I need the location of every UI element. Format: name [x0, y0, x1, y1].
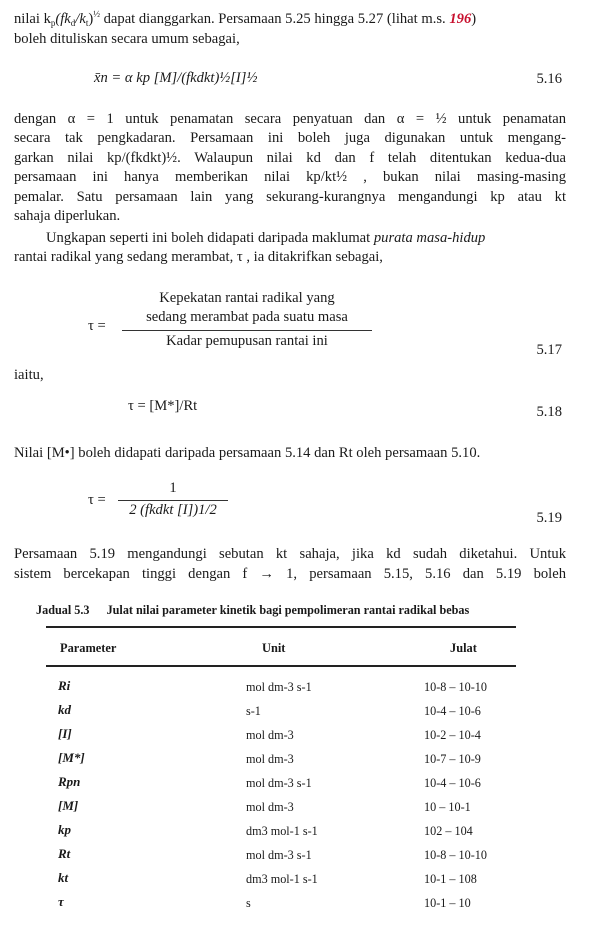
paragraph-line-2: boleh dituliskan secara umum sebagai, [14, 31, 240, 47]
table-caption [36, 603, 469, 618]
text-segment: Ungkapan seperti ini boleh didapati daripada maklumat [46, 230, 374, 246]
table-header-parameter: Parameter [60, 641, 117, 655]
table-cell-julat: 10-8 – 10-10 [424, 848, 487, 862]
table-cell-parameter: [M] [58, 798, 79, 813]
paragraph-line-14: sistem bercekapan tinggi dengan f → 1, persamaan 5.15, 5.16 dan 5.19 boleh [14, 566, 566, 582]
table-caption-text: Julat nilai parameter kinetik bagi pempolimeran rantai radikal bebas [106, 603, 470, 617]
table-cell-parameter: [M*] [58, 750, 85, 765]
italic-term: purata masa-hidup [373, 230, 486, 246]
fraction-bar [118, 500, 228, 501]
equation-5-19-lhs: τ = [88, 492, 106, 508]
table-cell-unit: mol dm-3 [246, 728, 294, 742]
text-segment: ) [88, 11, 94, 27]
table-cell-unit: mol dm-3 s-1 [246, 848, 312, 862]
table-cell-unit: mol dm-3 s-1 [246, 680, 312, 694]
paragraph-line-3: dengan α = 1 untuk penamatan secara penyatuan dan α = ½ untuk penamatan [14, 111, 566, 127]
equation-5-18: τ = [M*]/Rt [128, 398, 198, 414]
paragraph-line-13: Persamaan 5.19 mengandungi sebutan kt sahaja, jika kd sudah diketahui. Untuk [14, 546, 566, 562]
equation-number-5-16: 5.16 [536, 71, 562, 87]
table-cell-parameter: Rt [58, 846, 71, 861]
paragraph-line-7: pemalar. Satu persamaan lain yang sekurang-kurangnya mengandungi kp atau kt [14, 189, 566, 205]
table-header-julat: Julat [450, 641, 477, 655]
table-top-rule [46, 626, 516, 628]
table-cell-unit: s [246, 896, 251, 910]
equation-5-16: x̄n = α kp [M]/(fkdkt)½[I]½ [94, 70, 258, 86]
table-cell-unit: mol dm-3 [246, 752, 294, 766]
table-cell-unit: mol dm-3 [246, 800, 294, 814]
table-cell-unit: dm3 mol-1 s-1 [246, 824, 318, 838]
table-cell-julat: 102 – 104 [424, 824, 473, 838]
table-cell-unit: dm3 mol-1 s-1 [246, 872, 318, 886]
table-cell-parameter: kd [58, 702, 71, 717]
text-segment: /k [75, 11, 86, 27]
table-cell-unit: s-1 [246, 704, 261, 718]
paragraph-line-11: iaitu, [14, 367, 44, 383]
table-cell-parameter: Rpn [58, 774, 81, 789]
text-segment: (fk [55, 11, 71, 27]
subscript: d [70, 18, 76, 28]
equation-number-5-19: 5.19 [536, 510, 562, 526]
text-segment: nilai k [14, 11, 51, 27]
subscript: t [85, 18, 89, 28]
table-cell-julat: 10-2 – 10-4 [424, 728, 481, 742]
subscript: p [50, 18, 56, 28]
paragraph-line-10: rantai radikal yang sedang merambat, τ , ia ditakrifkan sebagai, [14, 249, 383, 265]
handwritten-page-number: 196 [449, 11, 472, 27]
paragraph-line-8: sahaja diperlukan. [14, 208, 121, 224]
paragraph-line-12: Nilai [M•] boleh didapati daripada persamaan 5.14 dan Rt oleh persamaan 5.10. [14, 445, 481, 461]
equation-5-19-denominator: 2 (fkdkt [I])1/2 [129, 502, 217, 518]
paragraph-line-9 [46, 229, 566, 247]
equation-number-5-17: 5.17 [536, 342, 562, 358]
equation-5-17-numerator-1: Kepekatan rantai radikal yang [159, 290, 335, 306]
table-cell-julat: 10-4 – 10-6 [424, 776, 481, 790]
paragraph-line-1 [14, 10, 566, 28]
table-cell-julat: 10-1 – 10 [424, 896, 471, 910]
text-segment: dapat dianggarkan. Persamaan 5.25 hingga 5.27 (lihat m.s. [99, 11, 450, 27]
text-segment: ) [471, 11, 477, 27]
paragraph-line-5: garkan nilai kp/(fkdkt)½. Walaupun nilai kd dan f telah ditentukan kedua-dua [14, 150, 566, 166]
fraction-bar [122, 330, 372, 331]
equation-5-17-lhs: τ = [88, 318, 106, 334]
table-header-rule [46, 665, 516, 667]
table-label: Jadual 5.3 [36, 603, 90, 617]
equation-number-5-18: 5.18 [536, 404, 562, 420]
equation-5-19-numerator: 1 [169, 480, 177, 496]
table-cell-julat: 10-8 – 10-10 [424, 680, 487, 694]
table-cell-julat: 10-7 – 10-9 [424, 752, 481, 766]
table-cell-julat: 10-4 – 10-6 [424, 704, 481, 718]
table-cell-julat: 10-1 – 108 [424, 872, 477, 886]
paragraph-line-4: secara tak pengkadaran. Persamaan ini boleh juga digunakan untuk mengang- [14, 130, 566, 146]
table-cell-parameter: kp [58, 822, 71, 837]
table-cell-parameter: Ri [58, 678, 71, 693]
table-header-unit: Unit [262, 641, 286, 655]
table-cell-parameter: kt [58, 870, 69, 885]
paragraph-line-6: persamaan ini hanya memberikan nilai kp/kt½ , bukan nilai masing-masing [14, 169, 566, 185]
equation-5-17-numerator-2: sedang merambat pada suatu masa [146, 309, 348, 325]
superscript: ½ [93, 9, 100, 19]
equation-5-17-denominator: Kadar pemupusan rantai ini [166, 333, 328, 349]
table-cell-unit: mol dm-3 s-1 [246, 776, 312, 790]
table-cell-julat: 10 – 10-1 [424, 800, 471, 814]
table-cell-parameter: [I] [58, 726, 72, 741]
table-cell-parameter: τ [58, 894, 64, 909]
